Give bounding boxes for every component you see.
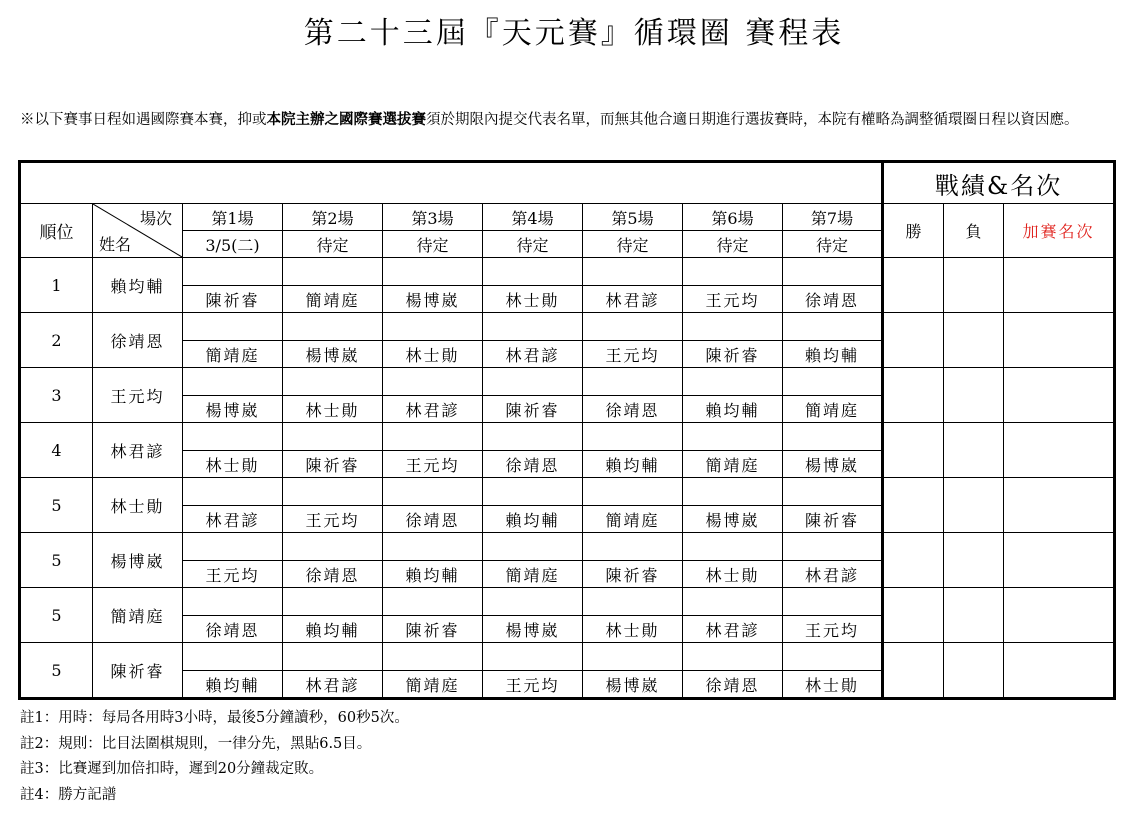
opponent-cell: 楊博崴 (583, 671, 683, 699)
opponent-cell: 徐靖恩 (683, 671, 783, 699)
round-date-4: 待定 (483, 231, 583, 258)
loss-cell (944, 588, 1004, 643)
round-header-6: 第6場 (683, 204, 783, 231)
notice-bold-text: 本院主辦之國際賽選拔賽 (266, 111, 426, 128)
opponent-cell: 林君諺 (583, 286, 683, 313)
round-date-5: 待定 (583, 231, 683, 258)
result-cell (383, 368, 483, 396)
result-cell (483, 588, 583, 616)
opponent-cell: 林士勛 (383, 341, 483, 368)
opponent-cell: 楊博崴 (383, 286, 483, 313)
result-cell (583, 423, 683, 451)
loss-cell (944, 478, 1004, 533)
round-header-7: 第7場 (783, 204, 883, 231)
name-label: 姓名 (99, 235, 132, 254)
win-cell (883, 258, 944, 313)
player-name: 簡靖庭 (93, 588, 183, 643)
opponent-cell: 陳祈睿 (183, 286, 283, 313)
opponent-cell: 林君諺 (383, 396, 483, 423)
win-cell (883, 478, 944, 533)
opponent-cell: 賴均輔 (783, 341, 883, 368)
opponent-cell: 簡靖庭 (283, 286, 383, 313)
opponent-cell: 陳祈睿 (683, 341, 783, 368)
opponent-cell: 徐靖恩 (783, 286, 883, 313)
note-2: 註2：規則：比目法圍棋規則，一律分先，黑貼6.5目。 (20, 735, 372, 752)
result-cell (383, 533, 483, 561)
opponent-cell: 林士勛 (483, 286, 583, 313)
result-cell (483, 478, 583, 506)
opponent-cell: 林君諺 (183, 506, 283, 533)
loss-cell (944, 368, 1004, 423)
opponent-cell: 王元均 (383, 451, 483, 478)
opponent-cell: 簡靖庭 (483, 561, 583, 588)
opponent-cell: 林君諺 (683, 616, 783, 643)
opponent-cell: 楊博崴 (283, 341, 383, 368)
result-cell (483, 643, 583, 671)
opponent-cell: 陳祈睿 (383, 616, 483, 643)
opponent-cell: 王元均 (683, 286, 783, 313)
opponent-cell: 陳祈睿 (483, 396, 583, 423)
loss-cell (944, 313, 1004, 368)
extra-rank-cell (1004, 478, 1115, 533)
result-cell (183, 368, 283, 396)
result-cell (283, 588, 383, 616)
player-name: 賴均輔 (93, 258, 183, 313)
result-cell (783, 643, 883, 671)
result-cell (483, 533, 583, 561)
result-cell (783, 533, 883, 561)
extra-rank-cell (1004, 258, 1115, 313)
extra-rank-cell (1004, 533, 1115, 588)
result-cell (683, 533, 783, 561)
result-cell (283, 368, 383, 396)
result-cell (683, 313, 783, 341)
opponent-cell: 徐靖恩 (583, 396, 683, 423)
result-cell (683, 258, 783, 286)
extra-rank-cell (1004, 588, 1115, 643)
result-cell (683, 643, 783, 671)
table-row (20, 258, 1115, 286)
round-header-4: 第4場 (483, 204, 583, 231)
result-cell (783, 258, 883, 286)
opponent-cell: 林士勛 (783, 671, 883, 699)
extra-rank-cell (1004, 643, 1115, 699)
table-row (20, 423, 1115, 451)
player-name: 陳祈睿 (93, 643, 183, 699)
result-cell (483, 423, 583, 451)
schedule-notice (20, 108, 1130, 132)
win-cell (883, 533, 944, 588)
player-name: 王元均 (93, 368, 183, 423)
result-cell (283, 423, 383, 451)
opponent-cell: 簡靖庭 (583, 506, 683, 533)
result-cell (583, 643, 683, 671)
performance-title: 戰績&名次 (883, 162, 1115, 204)
opponent-cell: 賴均輔 (483, 506, 583, 533)
round-date-2: 待定 (283, 231, 383, 258)
opponent-cell: 楊博崴 (783, 451, 883, 478)
result-cell (483, 313, 583, 341)
result-cell (383, 423, 483, 451)
opponent-cell: 簡靖庭 (383, 671, 483, 699)
result-cell (683, 368, 783, 396)
result-cell (283, 533, 383, 561)
opponent-cell: 簡靖庭 (683, 451, 783, 478)
result-cell (383, 313, 483, 341)
opponent-cell: 林君諺 (283, 671, 383, 699)
opponent-cell: 賴均輔 (283, 616, 383, 643)
opponent-cell: 徐靖恩 (383, 506, 483, 533)
notice-text-2: 須於期限內提交代表名單，而無其他合適日期進行選拔賽時，本院有權略為調整循環圈日程以資因應。 (426, 112, 1079, 128)
opponent-cell: 簡靖庭 (183, 341, 283, 368)
notes-section (20, 706, 409, 808)
rank-cell: 5 (20, 643, 93, 699)
win-cell (883, 423, 944, 478)
opponent-cell: 林士勛 (683, 561, 783, 588)
result-cell (483, 258, 583, 286)
opponent-cell: 楊博崴 (183, 396, 283, 423)
opponent-cell: 賴均輔 (383, 561, 483, 588)
extra-header: 加賽名次 (1004, 204, 1115, 258)
round-header-1: 第1場 (183, 204, 283, 231)
extra-rank-cell (1004, 368, 1115, 423)
opponent-cell: 賴均輔 (583, 451, 683, 478)
opponent-cell: 簡靖庭 (783, 396, 883, 423)
win-cell (883, 588, 944, 643)
note-1: 註1：用時：每局各用時3小時，最後5分鐘讀秒，60秒5次。 (20, 710, 409, 726)
result-cell (183, 643, 283, 671)
opponent-cell: 王元均 (783, 616, 883, 643)
loss-header: 負 (944, 204, 1004, 258)
rank-cell: 2 (20, 313, 93, 368)
result-cell (183, 423, 283, 451)
opponent-cell: 楊博崴 (683, 506, 783, 533)
result-cell (283, 643, 383, 671)
result-cell (683, 588, 783, 616)
opponent-cell: 王元均 (183, 561, 283, 588)
result-cell (383, 478, 483, 506)
round-name-header (93, 204, 183, 258)
extra-rank-cell (1004, 423, 1115, 478)
result-cell (783, 368, 883, 396)
round-header-3: 第3場 (383, 204, 483, 231)
notice-text-1: ※以下賽事日程如遇國際賽本賽，抑或 (20, 112, 267, 128)
table-row (20, 533, 1115, 561)
rank-cell: 4 (20, 423, 93, 478)
opponent-cell: 徐靖恩 (483, 451, 583, 478)
win-cell (883, 313, 944, 368)
opponent-cell: 林士勛 (583, 616, 683, 643)
opponent-cell: 陳祈睿 (583, 561, 683, 588)
opponent-cell: 賴均輔 (683, 396, 783, 423)
result-cell (383, 258, 483, 286)
round-label: 場次 (139, 209, 172, 228)
opponent-cell: 王元均 (583, 341, 683, 368)
result-cell (183, 478, 283, 506)
result-cell (283, 478, 383, 506)
loss-cell (944, 258, 1004, 313)
round-date-1: 3/5(二) (183, 231, 283, 258)
opponent-cell: 楊博崴 (483, 616, 583, 643)
result-cell (183, 258, 283, 286)
result-cell (783, 588, 883, 616)
header-blank (20, 162, 883, 204)
player-name: 楊博崴 (93, 533, 183, 588)
result-cell (583, 533, 683, 561)
opponent-cell: 王元均 (483, 671, 583, 699)
result-cell (183, 533, 283, 561)
opponent-cell: 陳祈睿 (283, 451, 383, 478)
opponent-cell: 王元均 (283, 506, 383, 533)
round-date-3: 待定 (383, 231, 483, 258)
opponent-cell: 林士勛 (283, 396, 383, 423)
player-name: 林君諺 (93, 423, 183, 478)
result-cell (583, 588, 683, 616)
player-name: 林士勛 (93, 478, 183, 533)
win-cell (883, 368, 944, 423)
result-cell (783, 423, 883, 451)
round-date-6: 待定 (683, 231, 783, 258)
schedule-table (18, 160, 1116, 700)
result-cell (583, 258, 683, 286)
extra-rank-cell (1004, 313, 1115, 368)
round-header-5: 第5場 (583, 204, 683, 231)
result-cell (483, 368, 583, 396)
opponent-cell: 賴均輔 (183, 671, 283, 699)
opponent-cell: 林士勛 (183, 451, 283, 478)
rank-header: 順位 (20, 204, 93, 258)
result-cell (183, 588, 283, 616)
player-name: 徐靖恩 (93, 313, 183, 368)
rank-cell: 5 (20, 478, 93, 533)
loss-cell (944, 423, 1004, 478)
note-4: 註4：勝方記譜 (20, 786, 117, 803)
result-cell (583, 313, 683, 341)
loss-cell (944, 533, 1004, 588)
opponent-cell: 徐靖恩 (183, 616, 283, 643)
result-cell (683, 478, 783, 506)
result-cell (683, 423, 783, 451)
table-row (20, 313, 1115, 341)
table-row (20, 643, 1115, 671)
opponent-cell: 陳祈睿 (783, 506, 883, 533)
note-3: 註3：比賽遲到加倍扣時，遲到20分鐘裁定敗。 (20, 761, 324, 777)
round-header-2: 第2場 (283, 204, 383, 231)
rank-cell: 5 (20, 588, 93, 643)
opponent-cell: 徐靖恩 (283, 561, 383, 588)
result-cell (283, 258, 383, 286)
loss-cell (944, 643, 1004, 699)
result-cell (383, 643, 483, 671)
result-cell (383, 588, 483, 616)
result-cell (583, 478, 683, 506)
table-row (20, 588, 1115, 616)
result-cell (283, 313, 383, 341)
win-cell (883, 643, 944, 699)
result-cell (783, 313, 883, 341)
rank-cell: 5 (20, 533, 93, 588)
opponent-cell: 林君諺 (783, 561, 883, 588)
result-cell (583, 368, 683, 396)
result-cell (783, 478, 883, 506)
table-row (20, 478, 1115, 506)
page-title: 第二十三屆『天元賽』循環圈 賽程表 (303, 16, 845, 51)
rank-cell: 3 (20, 368, 93, 423)
result-cell (183, 313, 283, 341)
round-date-7: 待定 (783, 231, 883, 258)
win-header: 勝 (883, 204, 944, 258)
opponent-cell: 林君諺 (483, 341, 583, 368)
rank-cell: 1 (20, 258, 93, 313)
table-row (20, 368, 1115, 396)
